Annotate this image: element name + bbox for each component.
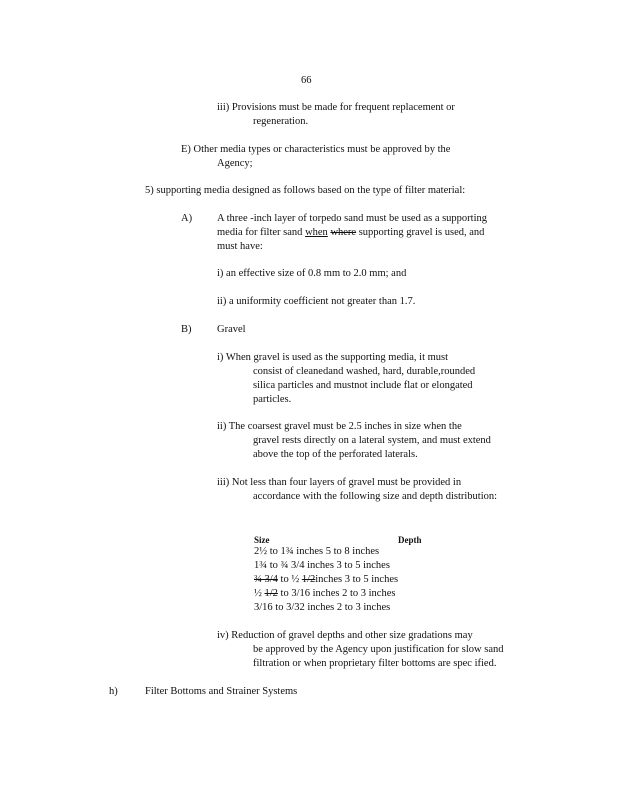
section-a-line-2: media for filter sand when where supporting gravel is used, and (217, 227, 485, 238)
section-a-label: A) (181, 213, 193, 224)
gravel-iv-line-2: be approved by the Agency upon justification for slow sand (253, 644, 504, 655)
item-e-line-1: E) Other media types or characteristics must be approved by the (181, 144, 451, 155)
item-h-heading: Filter Bottoms and Strainer Systems (145, 686, 298, 697)
gravel-iv-line-3: filtration or when proprietary filter bottoms are spec ified. (253, 658, 497, 669)
table-row-3: ¾ 3/4 to ½ 1/2inches 3 to 5 inches (254, 574, 399, 585)
section-a-item-ii: ii) a uniformity coefficient not greater than 1.7. (217, 296, 416, 307)
item-h-label: h) (109, 686, 118, 697)
gravel-ii-line-1: ii) The coarsest gravel must be 2.5 inches in size when the (217, 421, 462, 432)
provisions-line-1: iii) Provisions must be made for frequent replacement or (217, 102, 455, 113)
table-size-header: Size (254, 535, 270, 545)
table-row-2: 1¾ to ¾ 3/4 inches 3 to 5 inches (254, 560, 390, 571)
gravel-i-line-2: consist of cleanedand washed, hard, durable,rounded (253, 366, 476, 377)
item-e-line-2: Agency; (217, 158, 253, 169)
gravel-ii-line-2: gravel rests directly on a lateral system, and must extend (253, 435, 491, 446)
gravel-i-line-4: particles. (253, 394, 292, 405)
gravel-iii-line-2: accordance with the following size and depth distribution: (253, 491, 498, 502)
table-row-1: 2½ to 1¾ inches 5 to 8 inches (254, 546, 380, 557)
item-5-heading: 5) supporting media designed as follows based on the type of filter material: (145, 185, 466, 196)
gravel-i-line-3: silica particles and mustnot include flat or elongated (253, 380, 473, 391)
gravel-i-line-1: i) When gravel is used as the supporting media, it must (217, 352, 449, 363)
section-a-line-3: must have: (217, 241, 263, 252)
section-b-title: Gravel (217, 324, 246, 335)
table-row-4: ½ 1/2 to 3/16 inches 2 to 3 inches (254, 588, 396, 599)
gravel-ii-line-3: above the top of the perforated laterals. (253, 449, 418, 460)
section-a-line-1: A three -inch layer of torpedo sand must be used as a supporting (217, 213, 488, 224)
gravel-iv-line-1: iv) Reduction of gravel depths and other size gradations may (217, 630, 473, 641)
provisions-line-2: regeneration. (253, 116, 309, 127)
section-b-label: B) (181, 324, 192, 335)
gravel-iii-line-1: iii) Not less than four layers of gravel must be provided in (217, 477, 462, 488)
table-depth-header: Depth (398, 535, 422, 545)
page-number: 66 (301, 75, 312, 86)
section-a-item-i: i) an effective size of 0.8 mm to 2.0 mm; and (217, 268, 407, 279)
table-row-5: 3/16 to 3/32 inches 2 to 3 inches (254, 602, 391, 613)
